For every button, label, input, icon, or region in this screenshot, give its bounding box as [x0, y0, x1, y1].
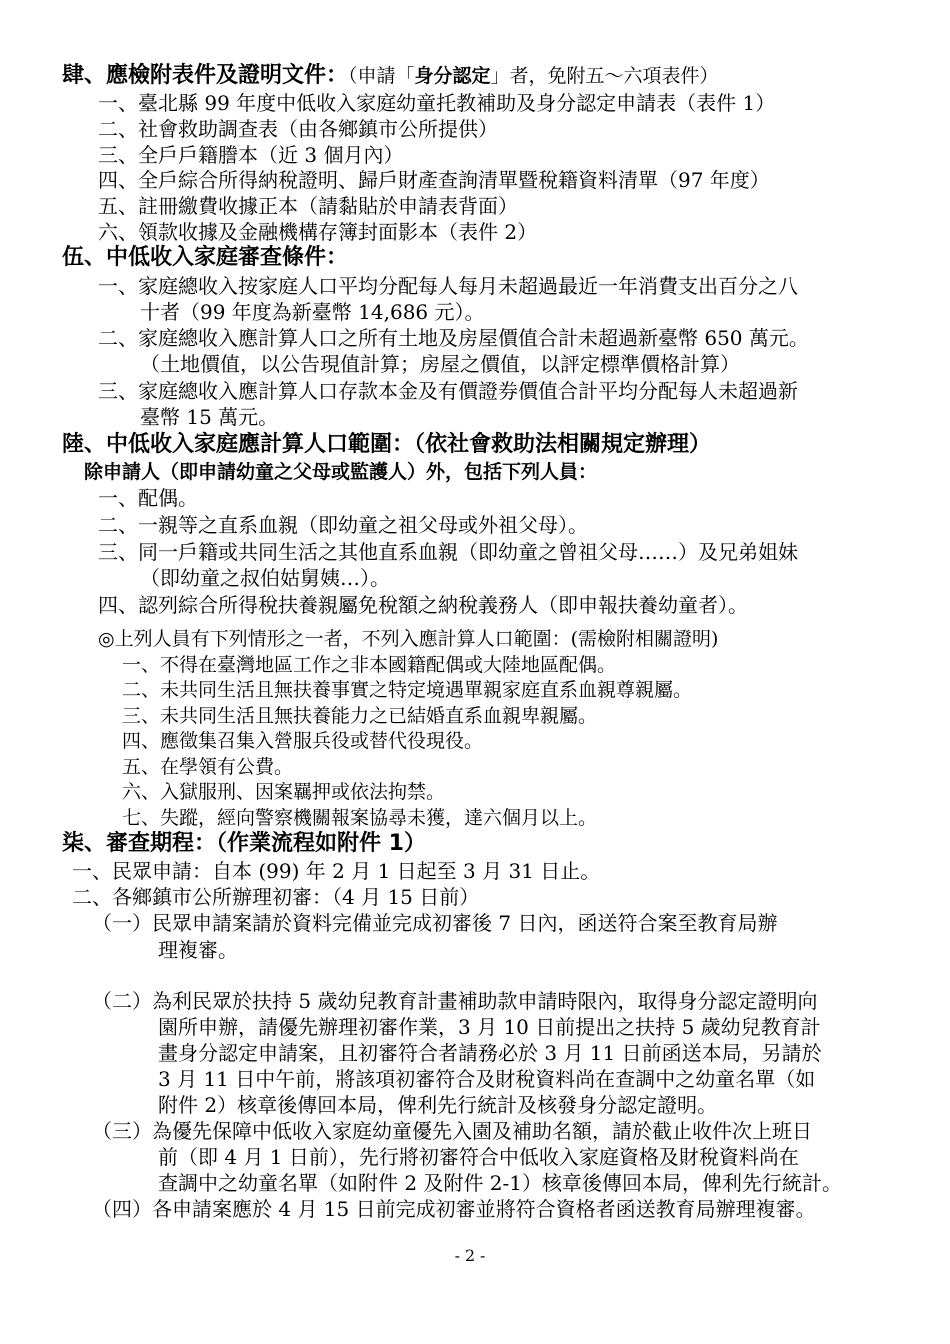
section-4-item: 四、全戶綜合所得納稅證明、歸戶財產查詢清單暨稅籍資料清單（97 年度） — [98, 168, 770, 192]
section-5-line: （土地價值，以公告現值計算；房屋之價值，以評定標準價格計算） — [140, 352, 740, 376]
section-7-line: （三）為優先保障中低收入家庭幼童優先入園及補助名額，請於截止收件次上班日 — [92, 1119, 812, 1143]
section-7-line: 一、民眾申請：自本 (99) 年 2 月 1 日起至 3 月 31 日止。 — [72, 859, 601, 883]
section-5-line: 十者（99 年度為新臺幣 14,686 元）。 — [140, 300, 485, 324]
exclusion-item: 六、入獄服刑、因案羈押或依法拘禁。 — [122, 781, 446, 803]
section-4-title: 肆、應檢附表件及證明文件： — [62, 63, 349, 88]
section-4-note: （申請「身分認定」者，免附五～六項表件） — [348, 65, 719, 87]
section-4-item: 五、註冊繳費收據正本（請黏貼於申請表背面） — [98, 194, 518, 218]
section-6-line: 三、同一戶籍或共同生活之其他直系血親（即幼童之曾祖父母……）及兄弟姐妹 — [98, 540, 798, 564]
section-4-item: 六、領款收據及金融機構存簿封面影本（表件 2） — [98, 220, 538, 244]
section-4-item: 二、社會救助調查表（由各鄉鎮市公所提供） — [98, 117, 498, 141]
exclusion-item: 四、應徵集召集入營服兵役或替代役現役。 — [122, 730, 484, 752]
section-6-line: （即幼童之叔伯姑舅姨…）。 — [140, 566, 390, 590]
section-6-line: 一、配偶。 — [98, 486, 198, 510]
section-7-line: 園所申辦，請優先辦理初審作業，3 月 10 日前提出之扶持 5 歲幼兒教育計 — [158, 1015, 821, 1039]
exclusion-item: 三、未共同生活且無扶養能力之已結婚直系血親卑親屬。 — [122, 705, 598, 727]
section-6-title: 陸、中低收入家庭應計算人口範圍：（依社會救助法相關規定辦理） — [62, 432, 712, 457]
section-4-item: 一、臺北縣 99 年度中低收入家庭幼童托教補助及身分認定申請表（表件 1） — [98, 91, 776, 115]
section-6-line: 二、一親等之直系血親（即幼童之祖父母或外祖父母）。 — [98, 513, 588, 537]
section-7-line: 理複審。 — [158, 938, 238, 962]
section-5-line: 二、家庭總收入應計算人口之所有土地及房屋價值合計未超過新臺幣 650 萬元。 — [98, 326, 809, 350]
section-7-line: 前（即 4 月 1 日前），先行將初審符合中低收入家庭資格及財稅資料尚在 — [158, 1145, 799, 1169]
exclusion-item: 一、不得在臺灣地區工作之非本國籍配偶或大陸地區配偶。 — [122, 654, 617, 676]
section-6-subtitle: 除申請人（即申請幼童之父母或監護人）外，包括下列人員： — [84, 461, 598, 483]
section-5-line: 三、家庭總收入應計算人口存款本金及有價證券價值合計平均分配每人未超過新 — [98, 379, 798, 403]
section-7-line: 查調中之幼童名單（如附件 2 及附件 2-1）核章後傳回本局，俾利先行統計。 — [158, 1171, 843, 1195]
section-4-heading — [62, 62, 719, 90]
section-5-title: 伍、中低收入家庭審查條件： — [62, 245, 349, 270]
section-7-line: 畫身分認定申請案，且初審符合者請務必於 3 月 11 日前函送本局，另請於 — [158, 1041, 822, 1065]
exclusion-heading: ◎上列人員有下列情形之一者，不列入應計算人口範圍：(需檢附相關證明) — [98, 628, 719, 650]
exclusion-item: 七、失蹤，經向警察機關報案協尋未獲，達六個月以上。 — [122, 807, 598, 829]
exclusion-item: 二、未共同生活且無扶養事實之特定境遇單親家庭直系血親尊親屬。 — [122, 679, 693, 701]
section-7-line: 二、各鄉鎮市公所辦理初審：（4 月 15 日前） — [72, 885, 480, 909]
section-7-line: 3 月 11 日中午前，將該項初審符合及財稅資料尚在查調中之幼童名單（如 — [158, 1067, 816, 1091]
section-4-item: 三、全戶戶籍謄本（近 3 個月內） — [98, 143, 404, 167]
section-7-line: 附件 2）核章後傳回本局，俾利先行統計及核發身分認定證明。 — [158, 1093, 718, 1117]
page-number: - 2 - — [454, 1246, 486, 1265]
section-7-line: （四）各申請案應於 4 月 15 日前完成初審並將符合資格者函送教育局辦理複審。 — [92, 1197, 816, 1221]
section-7-line: （二）為利民眾於扶持 5 歲幼兒教育計畫補助款申請時限內，取得身分認定證明向 — [92, 989, 818, 1013]
exclusion-item: 五、在學領有公費。 — [122, 756, 294, 778]
section-7-title: 柒、審查期程：（作業流程如附件 1） — [62, 831, 426, 856]
section-7-line: （一）民眾申請案請於資料完備並完成初審後 7 日內，函送符合案至教育局辦 — [92, 911, 778, 935]
section-5-line: 臺幣 15 萬元。 — [140, 405, 279, 429]
section-6-line: 四、認列綜合所得稅扶養親屬免稅額之納稅義務人（即申報扶養幼童者）。 — [98, 593, 748, 617]
section-5-line: 一、家庭總收入按家庭人口平均分配每人每月未超過最近一年消費支出百分之八 — [98, 274, 798, 298]
